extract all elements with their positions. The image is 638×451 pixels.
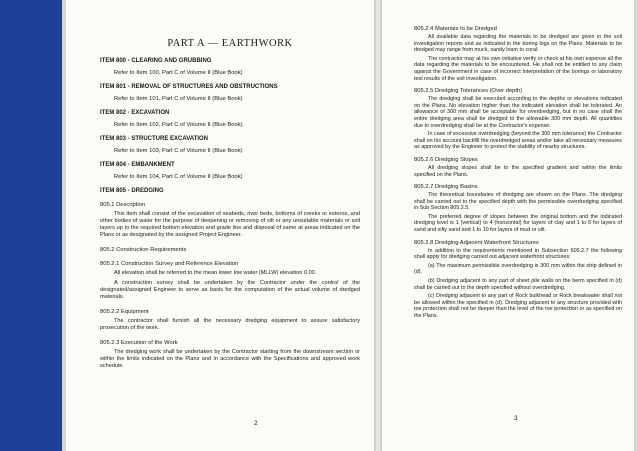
section-805-2-7-heading: 805.2.7 Dredging Basins [414,184,478,191]
item-803-heading: ITEM 803 - STRUCTURE EXCAVATION [100,136,209,142]
section-805-2-7-text-2: The preferred degree of slopes between the original bottom and the indicated dredging level is 1 (vertical) to 4 (horizontal) for layers of clay and 1 to 6 for layers of sand and silty sand and 1 to 10 for layers of mud or silt. [414,213,622,234]
page-edge-right [634,0,638,451]
section-805-2-1-text-1: All elevation shall be referred to the mean lower low water (MLLW) elevation 0.00. [114,270,317,276]
item-804-ref: Refer to Item 104, Part C of Volume II (Blue Book) [114,174,243,180]
section-805-2-1-heading: 805.2.1 Construction Survey and Reference Elevation [100,261,239,267]
section-805-2-3-text: The dredging work shall be undertaken by the Contractor starting from the downstream section or within the limits indicated on the Plans and in accordance with the Specifications and approved work schedule. [100,349,360,369]
item-801-ref: Refer to Item 101, Part C of Volume II (Blue Book) [114,96,243,102]
item-800-heading: ITEM 800 - CLEARING AND GRUBBING [100,58,212,64]
right-page [382,0,634,451]
section-805-2-6-heading: 805.2.6 Dredging Slopes [414,156,478,163]
section-805-2-7-text-1: The theoretical boundaries of dredging are shown on the Plans. The dredging shall be carried out to the specified depth with the permissible overdredging specified in Sub Section 805.2.5. [414,192,622,212]
section-805-2-5-text-1: The dredging shall be executed according to the depths or elevations indicated on the Plans. No elevation higher than the indicated elevation shall be tolerated. An allowance of 300 mm shall be acceptable for overdredging, but in no case shall the entire dredging area shall be dredged to the allowable 300 mm depth. All quantities due to overdredging shall be at the Contractor's expense. [414,96,622,129]
section-805-2-8-item-b: (b) Dredging adjacent to any part of sheet pile walls on the berm specified in (d) shall be carried out to the depth specified without overdredging. [414,278,622,291]
item-803-ref: Refer to Item 103, Part C of Volume II (Blue Book) [114,148,243,154]
section-805-2-2-heading: 805.2.2 Equipment [100,309,149,315]
section-805-2-8-text: In addition to the requirements mentioned in Subsection 605.2.7 the following shall apply for dredging carried out adjacent waterfront structures: [414,247,622,261]
left-page [66,0,374,451]
page-number-left: 2 [254,420,258,427]
item-802-ref: Refer to Item 102, Part C of Volume II (Blue Book) [114,122,243,128]
section-805-2-3-heading: 805.2.3 Execution of the Work [100,340,178,346]
section-805-2-8-heading: 805.2.8 Dredging Adjacent Waterfront Structures [414,239,539,246]
section-805-2-2-text: The contractor shall furnish all the necessary dredging equipment to assure satisfactory prosecution of the work. [100,318,360,331]
section-805-2-4-text-1: All available data regarding the materials to be dredged are given in the soil investigation reports and as indicated in the boring logs on the Plans. Materials to be dredged may range from muck, sandy loam to coral. [414,34,622,54]
section-805-2-heading: 805.2 Construction Requirements [100,247,187,253]
section-805-2-4-heading: 805.2.4 Materials to be Dredged [414,26,497,32]
section-805-1-heading: 805.1 Description [100,202,146,208]
section-805-2-1-text-2: A construction survey shall be undertaken by the Contractor under the control of the designated/assigned Engineer to serve as basis for the computation of the actual volume of dredged materials. [100,280,360,300]
item-802-heading: ITEM 802 - EXCAVATION [100,110,170,116]
page-number-right: 3 [514,415,518,422]
section-805-2-8-item-a: (a) The maximum permissible overdredging is 300 mm within the strip defined in (d). [414,262,622,276]
section-805-1-text: This item shall consist of the excavation of seabeds, river beds, bottoms of creeks or esteros, and other bodies of water for the purpose of deepening or removing of silt or any unsuitable materials or soil layers up to the required bottom elevation and grade line and disposal of same at areas indicated on the Plans or as designated by the assigned Project Engineer. [100,211,360,238]
item-800-ref: Refer to Item 100, Part C of Volume II (Blue Book) [114,70,243,76]
part-title: PART A — EARTHWORK [167,38,293,49]
item-801-heading: ITEM 801 - REMOVAL OF STRUCTURES AND OBSTRUCTIONS [100,84,278,90]
section-805-2-6-text: All dredging slopes shall be to the specified gradient and within the limits specified on the Plans. [414,164,622,178]
section-805-2-5-text-2: In case of excessive overdredging (beyond the 300 mm tolerance) the Contractor shall on his account backfill the overdredged areas and/or take all necessary measures as approved by the Engineer to protect the stability of nearby structures. [414,131,622,151]
section-805-2-4-text-2: The contractor may at his own initiative verify or check at his own expense all the data regarding the materials to be encountered. He shall not be entitled to any claim against the Government in case of incorrect interpretation of the borings or laboratory test results of the soil investigation. [414,55,622,82]
book-gutter [374,0,382,451]
item-804-heading: ITEM 804 - EMBANKMENT [100,162,175,168]
item-805-heading: ITEM 805 - DREDGING [100,188,164,194]
section-805-2-5-heading: 805.2.5 Dredging Tolerances (Over depth) [414,88,523,95]
section-805-2-8-item-c: (c) Dredging adjacent to any part of Rock bulkhead or Rock breakwater shall not be allowed within the specified in (d). Dredging adjacent to any structure provided with toe protection shall not be deeper than the level of the toe protection or as specified on the Plans. [414,293,622,319]
